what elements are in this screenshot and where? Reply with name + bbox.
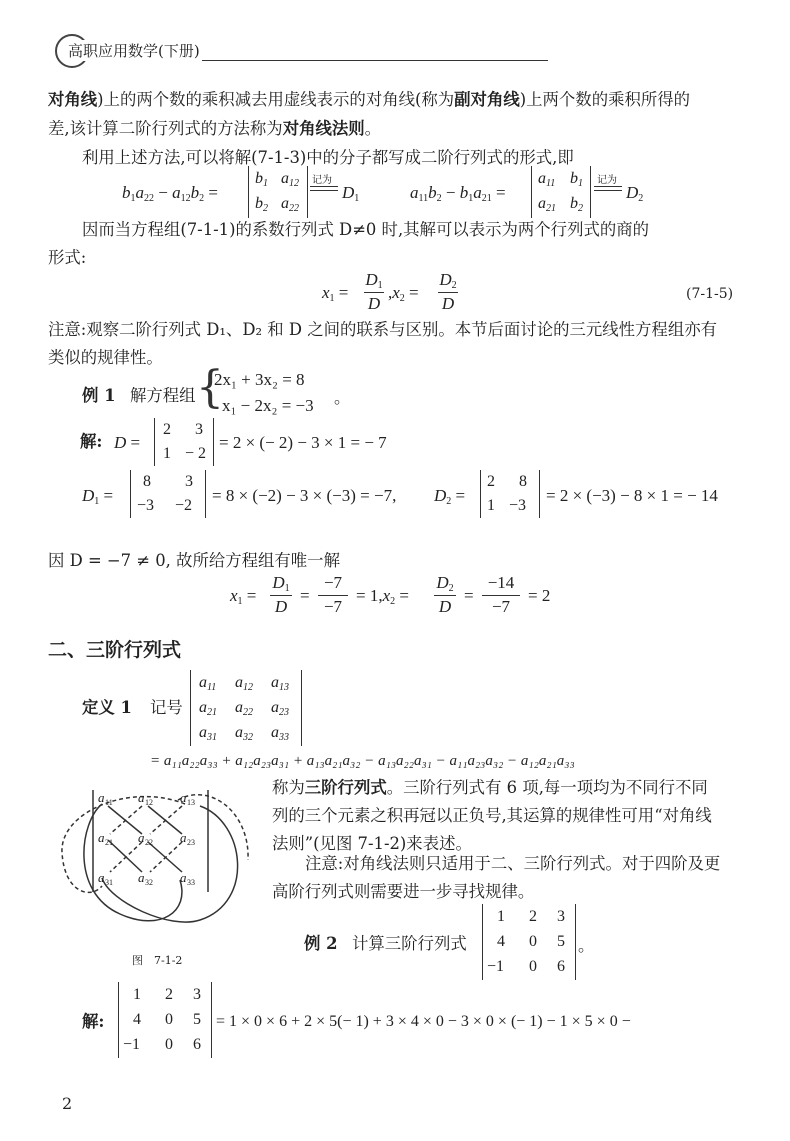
x1-fraction-symbolic: $D_1$ D: [268, 573, 294, 617]
solution-2-label: 解:: [82, 1012, 105, 1031]
d2-label: $D_2$ =: [434, 486, 466, 507]
figure-caption: 图 7-1-2: [132, 954, 183, 967]
determinant-d2-value: 2 8 1 −3: [480, 470, 540, 518]
header-title: 高职应用数学(下册): [68, 42, 200, 60]
svg-text:12: 12: [145, 798, 153, 807]
solution-1-label: 解:: [80, 432, 103, 451]
eq-sign-2: =: [464, 586, 474, 605]
x2-label: $,x_2$ =: [388, 283, 419, 304]
example-2-end: 。: [578, 936, 595, 955]
solution-2-expression: = 1 × 0 × 6 + 2 × 5(− 1) + 3 × 4 × 0 − 3 × 0 × (− 1) − 1 × 5 × 0 −: [216, 1013, 631, 1030]
note-2-line-2: 高阶行列式则需要进一步寻找规律。: [272, 882, 535, 901]
svg-text:a: a: [98, 790, 105, 805]
svg-text:a: a: [98, 830, 105, 845]
note-1-line-2: 类似的规律性。: [48, 348, 163, 367]
determinant-3x3-general: $a_{11}$ $a_{12}$ $a_{13}$ $a_{21}$ $a_{22}$ $a_{23}$ $a_{31}$ $a_{32}$ $a_{33}$: [190, 670, 302, 746]
svg-text:13: 13: [187, 798, 195, 807]
paragraph-5-line-3: 法则”(见图 7-1-2)来表述。: [272, 834, 472, 853]
paragraph-5-line-1: 称为三阶行列式。三阶行列式有 6 项,每一项均为不同行不同: [272, 778, 708, 797]
x1-result-label: $x_1$ =: [230, 586, 257, 607]
definition-expansion: = a₁₁a₂₂a₃₃ + a₁₂a₂₃a₃₁ + a₁₃a₂₁a₃₂ − a₁₃a₂₂a₃₁ − a₁₁a₂₃a₃₂ − a₁₂a₂₁a₃₃: [150, 753, 575, 769]
paragraph-3-line-2: 形式:: [48, 248, 87, 267]
svg-text:22: 22: [145, 838, 153, 847]
x2-value: = 2: [528, 586, 551, 605]
section-heading: 二、三阶行列式: [48, 639, 182, 661]
example-1-label: 例 1: [82, 386, 116, 405]
example-2-text: 计算三阶行列式: [352, 934, 467, 953]
eq-sign: =: [300, 586, 310, 605]
diagonal-rule-diagram: [50, 782, 262, 950]
svg-text:a: a: [138, 830, 145, 845]
paragraph-line-2: 差,该计算二阶行列式的方法称为对角线法则。: [48, 119, 382, 138]
paragraph-line-1: 对角线)上的两个数的乘积减去用虚线表示的对角线(称为副对角线)上两个数的乘积所得的: [48, 90, 691, 109]
d-label: D =: [114, 433, 141, 452]
system-eq-2: x₁ − 2x₂ = −3: [222, 396, 314, 415]
fraction-d1-over-d: $D_1$ D: [365, 270, 383, 313]
defined-as-bar-2: [310, 190, 338, 191]
defined-as-label-2: 记为: [597, 175, 617, 186]
fraction-d2-over-d: $D_2$ D: [439, 270, 457, 313]
x1-fraction-numeric: −7 −7: [316, 573, 350, 617]
svg-text:a: a: [180, 870, 187, 885]
formula-1-left-expr: $b_1a_{22} - a_{12}b_2$ =: [122, 183, 218, 204]
defined-as-label: 记为: [312, 175, 332, 186]
x1-value: = $1,x_2$ =: [356, 586, 409, 607]
determinant-d1: $b_1$ $a_{12}$ $b_2$ $a_{22}$: [248, 166, 308, 218]
determinant-d1-value: 8 3 −3 −2: [130, 470, 206, 518]
note-1-line-1: 注意:观察二阶行列式 D₁、D₂ 和 D 之间的联系与区别。本节后面讨论的三元线性方程组亦有: [48, 320, 717, 339]
svg-text:a: a: [138, 790, 145, 805]
determinant-d: 2 3 1 − 2: [154, 418, 214, 466]
svg-text:11: 11: [105, 798, 113, 807]
example-2-label: 例 2: [304, 934, 338, 953]
determinant-d2: $a_{11}$ $b_1$ $a_{21}$ $b_2$: [531, 166, 591, 218]
defined-as-bar-3: [594, 186, 622, 187]
svg-text:a: a: [180, 830, 187, 845]
svg-text:a: a: [180, 790, 187, 805]
d-value: = 2 × (− 2) − 3 × 1 = − 7: [219, 433, 387, 452]
d1-value: = 8 × (−2) − 3 × (−3) = −7,: [212, 486, 397, 505]
definition-1-text: 记号: [150, 698, 183, 717]
system-eq-1: 2x₁ + 3x₂ = 8: [214, 370, 305, 389]
d2-symbol: $D_2$: [626, 183, 644, 204]
paragraph-3-line-1: 因而当方程组(7-1-1)的系数行列式 D≠0 时,其解可以表示为两个行列式的商的: [82, 220, 650, 239]
x2-fraction-symbolic: $D_2$ D: [432, 573, 458, 617]
d1-label: $D_1$ =: [82, 486, 114, 507]
svg-text:23: 23: [187, 838, 195, 847]
example-1-end: 。: [334, 388, 351, 407]
defined-as-bar-4: [594, 190, 622, 191]
svg-text:a: a: [98, 870, 105, 885]
x1-label: $x_1$ =: [322, 283, 349, 304]
svg-text:21: 21: [105, 838, 113, 847]
equation-tag: (7-1-5): [686, 286, 734, 302]
svg-text:a: a: [138, 870, 145, 885]
defined-as-bar: [310, 186, 338, 187]
paragraph-2: 利用上述方法,可以将解(7-1-3)中的分子都写成二阶行列式的形式,即: [82, 148, 574, 167]
formula-1-right-expr: $a_{11}b_2 - b_1a_{21}$ =: [410, 183, 506, 204]
svg-text:32: 32: [145, 878, 153, 887]
page-number: 2: [62, 1094, 73, 1113]
paragraph-4: 因 D = −7 ≠ 0, 故所给方程组有唯一解: [48, 551, 340, 570]
determinant-example-2: 1 2 3 4 0 5 −1 0 6: [482, 904, 576, 980]
note-2-line-1: 注意:对角线法则只适用于二、三阶行列式。对于四阶及更: [305, 854, 721, 873]
svg-text:31: 31: [105, 878, 113, 887]
definition-1-label: 定义 1: [82, 698, 132, 717]
x2-fraction-numeric: −14 −7: [480, 573, 522, 617]
svg-text:33: 33: [187, 878, 195, 887]
d2-value: = 2 × (−3) − 8 × 1 = − 14: [546, 486, 718, 505]
d1-symbol: $D_1$: [342, 183, 360, 204]
system-brace: {: [196, 362, 224, 413]
determinant-solution-2: 1 2 3 4 0 5 −1 0 6: [118, 982, 212, 1058]
example-1-text: 解方程组: [130, 386, 196, 405]
paragraph-5-line-2: 列的三个元素之积再冠以正负号,其运算的规律性可用“对角线: [272, 806, 712, 825]
